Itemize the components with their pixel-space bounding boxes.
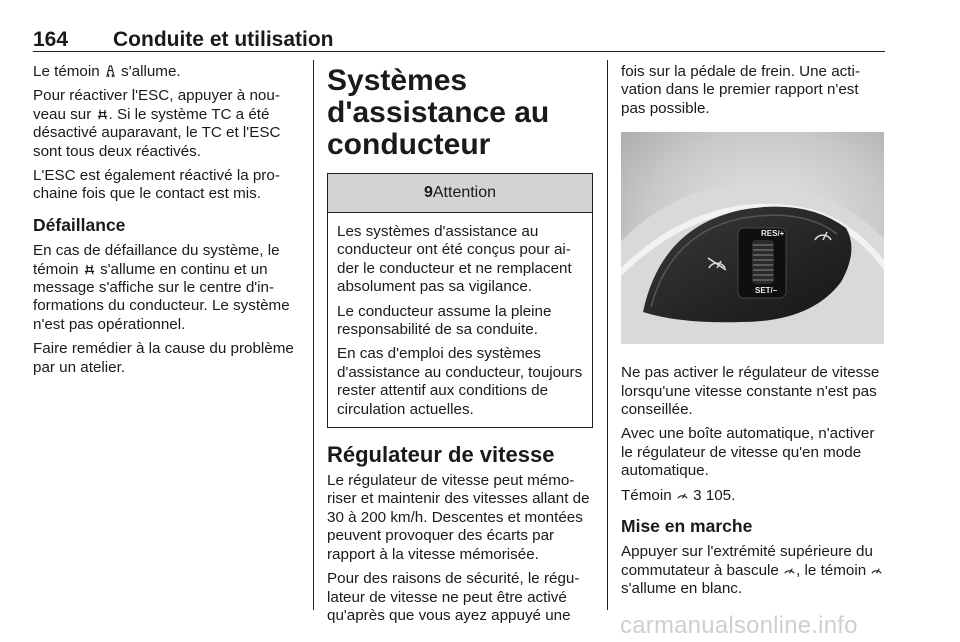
section-heading-mise-en-marche: Mise en marche (621, 516, 753, 537)
column-divider-2 (607, 60, 608, 610)
column-divider-1 (313, 60, 314, 610)
rocker-wheel-icon (752, 240, 774, 284)
res-label: RES/+ (761, 229, 785, 239)
paragraph: Témoin 3 105. (621, 486, 736, 504)
paragraph: Le témoin s'allume. (33, 63, 181, 80)
column-3 (621, 63, 887, 605)
header-rule (33, 51, 885, 52)
paragraph: fois sur la pédale de frein. Une activation dans le premier rapport n'est pas possible. (621, 63, 860, 117)
warning-body (328, 213, 592, 427)
section-title-regulateur: Régulateur de vitesse (327, 442, 555, 468)
paragraph: Pour des raisons de sécurité, le régulateur de vitesse ne peut être activé qu'après que vous ayez appuyé une (327, 570, 580, 624)
warning-heading: Attention (432, 184, 497, 201)
traction-control-icon (83, 263, 96, 276)
paragraph: Pour réactiver l'ESC, appuyer à nouveau sur . Si le système TC a été désactivé auparavant, le TC et l'ESC sont tous deux réactivés. (33, 87, 281, 160)
warning-paragraph: En cas d'emploi des systèmes d'assistance au conducteur, toujours rester attentif aux conditions de circulation actuelles. (337, 345, 583, 418)
column-2 (327, 63, 593, 631)
section-heading-defaillance: Défaillance (33, 214, 126, 235)
paragraph: En cas de défaillance du système, le témoin s'allume en continu et un message s'affiche sur le centre d'informations du conducteur. Le système n'est pas opérationnel. (33, 242, 290, 333)
set-label: SET/– (755, 286, 778, 296)
steering-wheel-controls-photo (621, 132, 884, 344)
warning-paragraph: Les systèmes d'assistance au conducteur ont été conçus pour aider le conducteur et ne remplacent absolument pas sa vigilance. (337, 223, 572, 296)
chapter-title: Systèmes d'assistance au conducteur (327, 64, 550, 161)
page-number: 164 (33, 28, 69, 51)
warning-symbol-icon: 9 (423, 184, 433, 201)
paragraph: Faire remédier à la cause du problème par un atelier. (33, 340, 294, 376)
paragraph: Appuyer sur l'extrémité supérieure du commutateur à bascule , le témoin s'allume en blanc. (621, 543, 887, 598)
warning-header (328, 174, 592, 213)
paragraph: Ne pas activer le régulateur de vitesse lorsqu'une vitesse constante n'est pas conseillée. (621, 364, 880, 419)
warning-box (327, 173, 593, 428)
cruise-control-icon (783, 564, 796, 577)
column-1 (33, 63, 301, 383)
paragraph: Le régulateur de vitesse peut mémoriser et maintenir des vitesses allant de 30 à 200 km/h. Descentes et montées peuvent provoquer des écarts par rapport à la vitesse mémorisée. (327, 472, 590, 563)
running-title: Conduite et utilisation (113, 28, 334, 51)
paragraph: L'ESC est également réactivé la prochaine fois que le contact est mis. (33, 167, 280, 203)
traction-control-icon (96, 108, 109, 121)
paragraph: Avec une boîte automatique, n'activer le régulateur de vitesse qu'en mode automatique. (621, 425, 875, 480)
esc-off-icon (104, 65, 117, 78)
warning-paragraph: Le conducteur assume la pleine responsabilité de sa conduite. (337, 302, 552, 339)
cruise-control-icon (870, 564, 883, 577)
page-reference[interactable]: 3 105. (693, 486, 736, 504)
cruise-control-icon (676, 489, 689, 502)
watermark: carmanualsonline.info (620, 612, 858, 639)
